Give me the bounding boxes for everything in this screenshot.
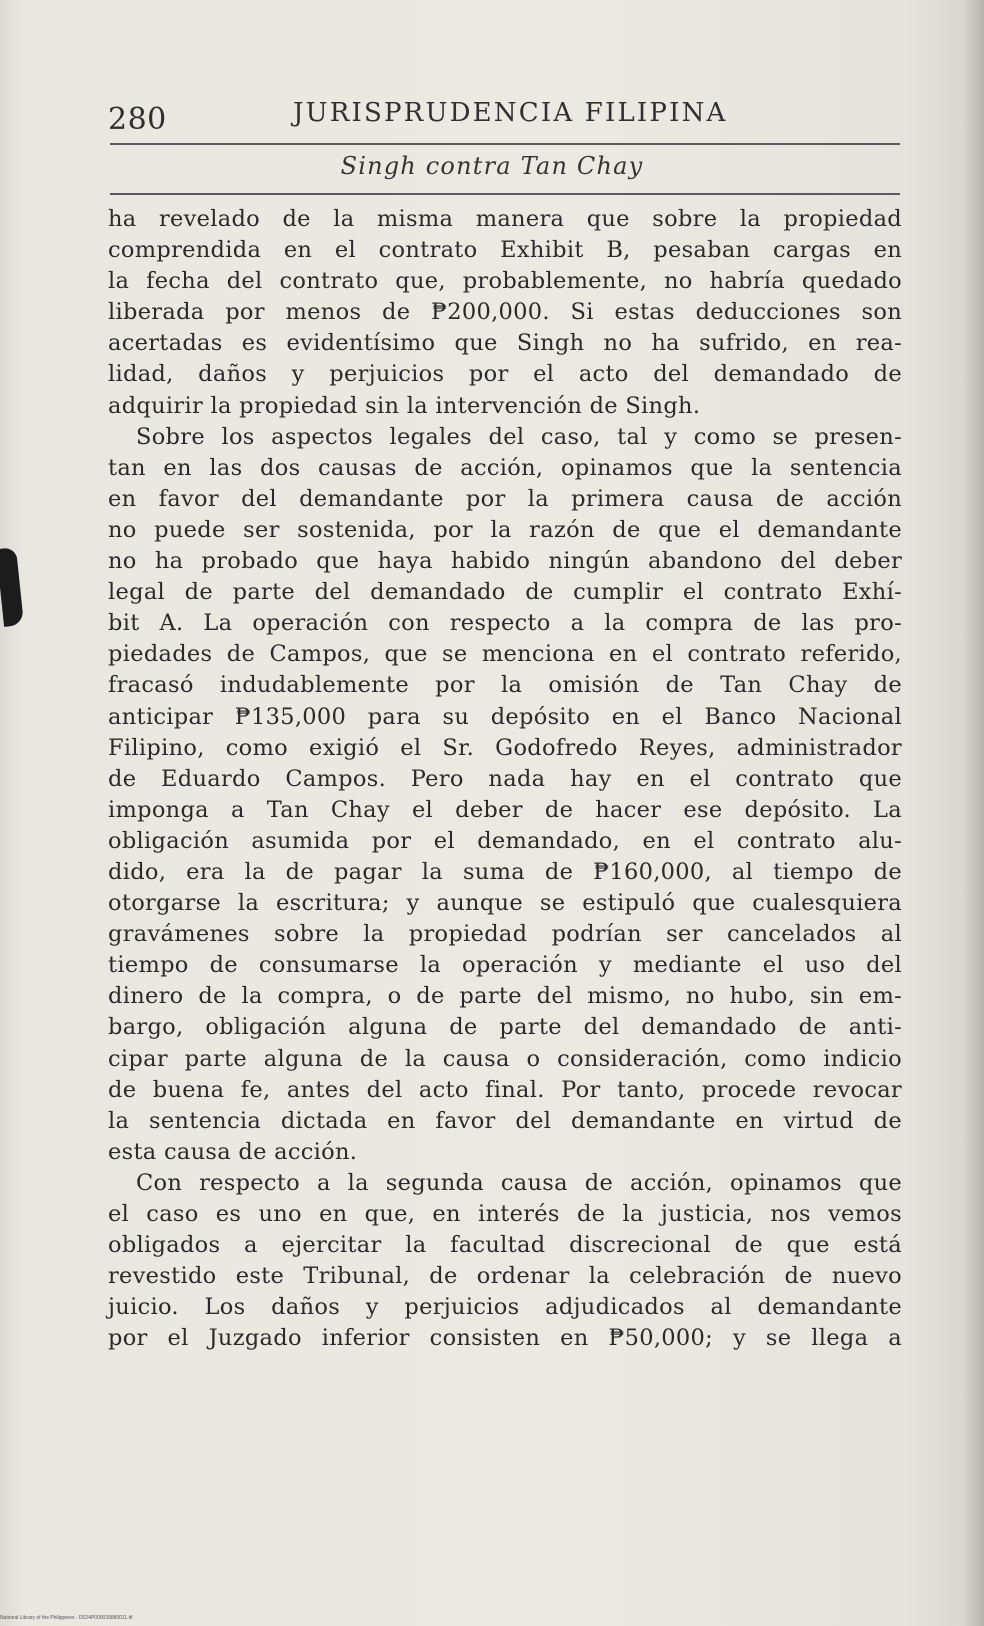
text-line: por el Juzgado inferior consisten en ₱50,000; y se llega a	[108, 1325, 902, 1352]
text-line: dinero de la compra, o de parte del mismo, no hubo, sin em-	[108, 983, 902, 1010]
page-header	[108, 96, 908, 140]
text-line: comprendida en el contrato Exhibit B, pesaban cargas en	[108, 237, 902, 264]
text-line: juicio. Los daños y perjuicios adjudicados al demandante	[108, 1294, 902, 1321]
scan-source-note: National Library of the Philippines · D024P000039880011.tif	[0, 1615, 133, 1621]
text-line: acertadas es evidentísimo que Singh no ha sufrido, en rea-	[108, 330, 902, 357]
text-line: ha revelado de la misma manera que sobre la propiedad	[108, 206, 902, 232]
text-line: Filipino, como exigió el Sr. Godofredo Reyes, administrador	[108, 734, 902, 761]
binding-clip-mark	[0, 547, 24, 627]
text-line: piedades de Campos, que se menciona en el contrato referido,	[108, 641, 902, 668]
text-line: no ha probado que haya habido ningún abandono del deber	[108, 548, 902, 575]
text-line: imponga a Tan Chay el deber de hacer ese depósito. La	[108, 796, 902, 823]
header-rule-bottom	[110, 193, 900, 195]
text-line: bargo, obligación alguna de parte del demandado de anti-	[108, 1014, 902, 1041]
text-line: el caso es uno en que, en interés de la justicia, nos vemos	[108, 1201, 902, 1227]
text-line: liberada por menos de ₱200,000. Si estas deducciones son	[108, 299, 902, 326]
paragraph-start-line: Con respecto a la segunda causa de acción, opinamos que	[136, 1169, 902, 1196]
text-line: tan en las dos causas de acción, opinamos que la sentencia	[108, 454, 902, 481]
running-head: JURISPRUDENCIA FILIPINA	[293, 98, 728, 128]
text-line: otorgarse la escritura; y aunque se estipuló que cualesquiera	[108, 890, 902, 917]
text-line: anticipar ₱135,000 para su depósito en el Banco Nacional	[108, 703, 902, 730]
text-line: bit A. La operación con respecto a la compra de las pro-	[108, 610, 902, 637]
text-line: cipar parte alguna de la causa o consideración, como indicio	[108, 1045, 902, 1072]
text-line: esta causa de acción.	[108, 1138, 358, 1165]
text-line: la sentencia dictada en favor del demandante en virtud de	[108, 1107, 902, 1134]
paragraph-start-line: Sobre los aspectos legales del caso, tal y como se presen-	[136, 423, 902, 450]
body-text	[108, 204, 902, 1354]
case-title: Singh contra Tan Chay	[340, 152, 644, 180]
text-line: tiempo de consumarse la operación y mediante el uso del	[108, 952, 902, 979]
text-line: lidad, daños y perjuicios por el acto del demandado de	[108, 361, 902, 388]
text-line: en favor del demandante por la primera causa de acción	[108, 485, 902, 512]
text-line: la fecha del contrato que, probablemente, no habría quedado	[108, 268, 902, 295]
text-line: de Eduardo Campos. Pero nada hay en el contrato que	[108, 765, 902, 792]
text-line: obligados a ejercitar la facultad discrecional de que está	[108, 1232, 902, 1259]
text-line: gravámenes sobre la propiedad podrían ser cancelados al	[108, 921, 902, 948]
text-line: no puede ser sostenida, por la razón de que el demandante	[108, 516, 902, 543]
page-edge-shadow	[962, 0, 984, 1626]
page-number: 280	[108, 102, 167, 137]
text-line: de buena fe, antes del acto final. Por tanto, procede revocar	[108, 1076, 902, 1103]
text-line: obligación asumida por el demandado, en el contrato alu-	[108, 827, 902, 854]
text-line: legal de parte del demandado de cumplir el contrato Exhí-	[108, 579, 902, 606]
text-line: revestido este Tribunal, de ordenar la celebración de nuevo	[108, 1263, 902, 1290]
header-rule-top	[110, 143, 900, 145]
text-line: fracasó indudablemente por la omisión de Tan Chay de	[108, 672, 902, 699]
text-line: adquirir la propiedad sin la intervención de Singh.	[108, 392, 701, 419]
text-line: dido, era la de pagar la suma de ₱160,000, al tiempo de	[108, 858, 902, 885]
